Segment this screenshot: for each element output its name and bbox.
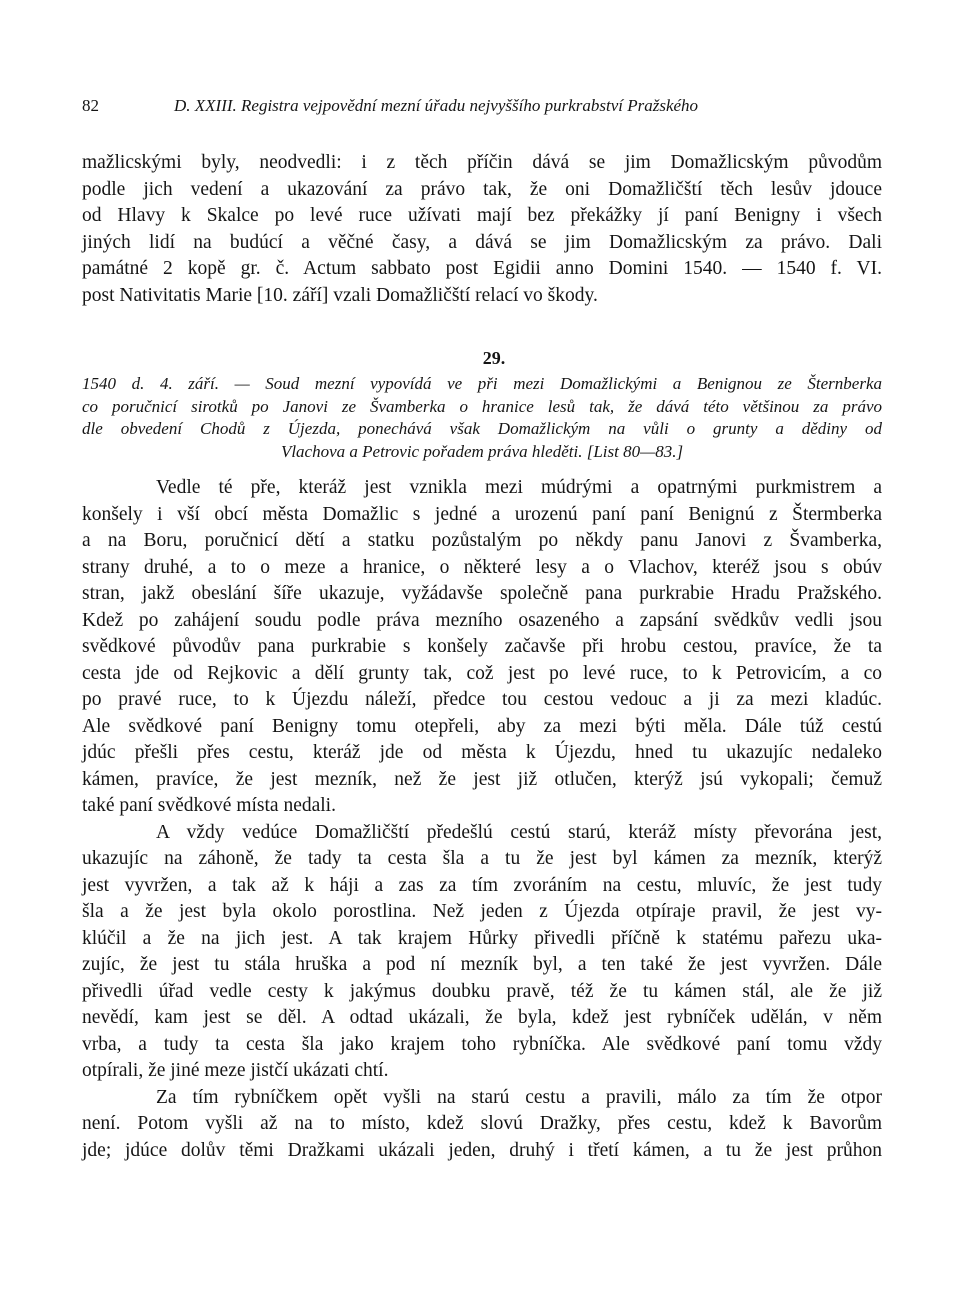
text-line: jde; jdúce dolův těmi Dražkami ukázali jeden, druhý i třetí kámen, a tu že jest průhon bbox=[82, 1139, 882, 1161]
text-line: ukazujíc na záhoně, že tady ta cesta šla a tu že jest byl kámen za mezník, kterýž bbox=[82, 848, 882, 869]
text-line: otpírali, že jiné meze jistčí ukázati chtí. bbox=[82, 1060, 389, 1081]
text-line: není. Potom vyšli až na to místo, kdež slovú Dražky, přes cestu, kdež k Bavorům bbox=[82, 1113, 882, 1134]
text-line: klúčil a že na jich jest. A tak krajem Hůrky přivedli příčně k statému pařezu uka- bbox=[82, 927, 882, 949]
text-line: stran, jakž obeslání šíře ukazuje, vyžádavše společně pana purkrabie Hradu Pražského. bbox=[82, 583, 882, 604]
text-line: a na Boru, poručnicí dětí a statku pozůstalým po někdy panu Janovi z Švamberka, bbox=[82, 530, 882, 551]
text-line: nevědí, kam jest se děl. A odtad ukázali, že byla, kdež jest rybníček udělán, v něm bbox=[82, 1007, 882, 1028]
text-line: Vedle té pře, kteráž jest vznikla mezi múdrými a opatrnými purkmistrem a bbox=[156, 477, 882, 498]
entry-number: 29. bbox=[482, 348, 506, 368]
regest-line: 1540 d. 4. září. — Soud mezní vypovídá ve při mezi Domažlickými a Benignou ze Šternberka bbox=[82, 374, 882, 393]
text-line: přivedli úřad vedle cesty k jakýmus doubku pravě, též že tu kámen stál, ale že již bbox=[82, 980, 882, 1002]
text-line: konšely i vší obcí města Domažlic s jedné a urozenú paní paní Benignú z Štermberka bbox=[82, 503, 882, 525]
text-line: šla a že jest byla okolo porostlina. Než jeden z Újezda otpíraje pravil, že jest vy- bbox=[82, 901, 882, 922]
text-line: podle jich vedení a ukazování za právo tak, že oni Domažličští těch lesův jdouce bbox=[82, 178, 882, 200]
regest-line: dle obvedení Chodů z Újezda, ponechává však Domažlickým na vůli o grunty a dědiny od bbox=[82, 419, 882, 438]
text-line: cesta jde od Rejkovic a dělí grunty tak, což jest po levé ruce, to k Petrovicím, a co bbox=[82, 662, 882, 684]
text-line: vrba, a tudy ta cesta šla jako krajem toho rybníčka. Ale svědkové paní tomu vždy bbox=[82, 1033, 882, 1055]
running-head bbox=[82, 96, 882, 122]
text-line: strany druhé, a to o meze a hranice, o některé lesy a o Vlachov, kteréž jsou s obúv bbox=[82, 556, 882, 578]
text-line: A vždy vedúce Domažličští předešlú cestú starú, kteráž místy převorána jest, bbox=[156, 821, 882, 843]
text-line: Ale svědkové paní Benigny tomu otepřeli, aby za mezi býti měla. Dále túž cestú bbox=[82, 715, 882, 737]
regest-line: co poručnicí sirotků po Janovi ze Švamberka o hranice lesů tak, že dává této většinou za právo bbox=[82, 396, 882, 416]
text-line: jdúc přešli přes cestu, kteráž jde od města k Újezdu, hned tu ukazujíc nedaleko bbox=[82, 742, 882, 763]
text-line: památné 2 kopě gr. č. Actum sabbato post Egidii anno Domini 1540. — 1540 f. VI. bbox=[82, 258, 882, 279]
text-line: po pravé ruce, to k Újezdu náleží, předce tou cestou vedouc a ji za mezi kladúc. bbox=[82, 689, 882, 710]
text-line: Kdež po zahájení soudu podle práva mezního osazeného a zapsání svědkův vedli jsou bbox=[82, 609, 882, 631]
text-line: také paní svědkové místa nedali. bbox=[82, 795, 336, 816]
text-line: mažlicskými byly, neodvedli: i z těch příčin dává se jim Domažlicským původům bbox=[82, 152, 882, 173]
text-line: jiných lidí na budúcí a věčné časy, a dává se jim Domažlicským za právo. Dali bbox=[82, 231, 882, 253]
text-line: svědkové původův pana purkrabie s konšely začavše při hrobu cestou, pravíce, že ta bbox=[82, 636, 882, 657]
regest-line: Vlachova a Petrovic pořadem práva hleděti. [List 80—83.] bbox=[280, 441, 684, 461]
continuation-paragraph bbox=[82, 150, 882, 309]
text-line: jest vyvržen, a tak až k háji a zas za tím zvoráním na cestu, mluvíc, že jest tudy bbox=[82, 874, 882, 896]
text-line: Za tím rybníčkem opět vyšli na starú cestu a pravili, málo za tím že otpor bbox=[156, 1086, 882, 1108]
entry-body bbox=[82, 475, 882, 1164]
text-line: od Hlavy k Skalce po levé ruce užívati mají bez překážky jí paní Benigny i všech bbox=[82, 205, 882, 226]
entry-regest bbox=[82, 373, 882, 463]
text-line: post Nativitatis Marie [10. září] vzali Domažličští relací vo škody. bbox=[82, 284, 598, 306]
text-line: kámen, pravíce, že jest mezník, než že jest již otlučen, kterýž jsú vykopali; čemuž bbox=[82, 768, 882, 790]
text-line: zujíc, že jest tu stála hruška a pod ní mezník byl, a ten také že jest vyvržen. Dále bbox=[82, 954, 882, 975]
page-number: 82 bbox=[82, 96, 99, 115]
running-title: D. XXIII. Registra vejpovědní mezní úřadu nejvyššího purkrabství Pražského bbox=[174, 96, 699, 115]
book-page bbox=[82, 96, 882, 1164]
